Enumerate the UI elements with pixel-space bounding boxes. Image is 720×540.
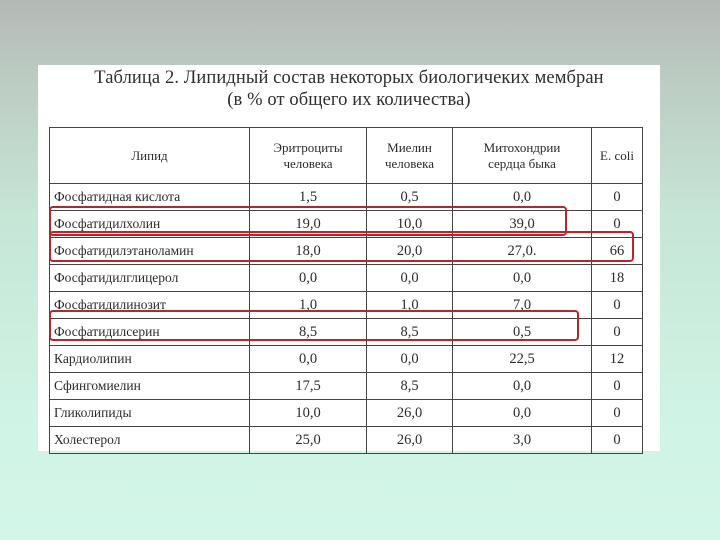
value-mitochondria: 0,0 xyxy=(453,400,592,427)
table-row xyxy=(50,184,643,211)
value-myelin: 26,0 xyxy=(367,427,453,454)
header-erythrocytes-line2: человека xyxy=(283,155,333,171)
header-lipid-label: Липид xyxy=(131,147,168,163)
table-row xyxy=(50,238,643,265)
header-mitochondria-line2: сердца быка xyxy=(488,155,556,171)
value-myelin: 0,0 xyxy=(367,265,453,292)
header-lipid xyxy=(50,128,250,184)
lipid-name: Фосфатидилсерин xyxy=(50,319,250,346)
header-ecoli xyxy=(592,128,643,184)
header-myelin xyxy=(367,128,453,184)
value-mitochondria: 0,5 xyxy=(453,319,592,346)
value-ecoli: 0 xyxy=(592,292,643,319)
lipid-name: Фосфатидилглицерол xyxy=(50,265,250,292)
value-erythrocytes: 19,0 xyxy=(250,211,367,238)
value-mitochondria: 0,0 xyxy=(453,373,592,400)
table-title: Таблица 2. Липидный состав некоторых биологичеких мембран xyxy=(94,68,604,88)
value-mitochondria: 39,0 xyxy=(453,211,592,238)
value-erythrocytes: 25,0 xyxy=(250,427,367,454)
table-row xyxy=(50,292,643,319)
table-row xyxy=(50,400,643,427)
table-row xyxy=(50,373,643,400)
value-ecoli: 66 xyxy=(592,238,643,265)
value-erythrocytes: 10,0 xyxy=(250,400,367,427)
value-ecoli: 0 xyxy=(592,373,643,400)
value-ecoli: 0 xyxy=(592,427,643,454)
header-row xyxy=(50,128,643,184)
value-myelin: 0,5 xyxy=(367,184,453,211)
value-myelin: 10,0 xyxy=(367,211,453,238)
slide-panel xyxy=(38,65,660,451)
value-erythrocytes: 1,0 xyxy=(250,292,367,319)
value-mitochondria: 3,0 xyxy=(453,427,592,454)
value-myelin: 8,5 xyxy=(367,373,453,400)
lipid-name: Фосфатидная кислота xyxy=(50,184,250,211)
value-erythrocytes: 1,5 xyxy=(250,184,367,211)
header-myelin-line1: Миелин xyxy=(387,139,432,155)
value-mitochondria: 0,0 xyxy=(453,265,592,292)
header-erythrocytes xyxy=(250,128,367,184)
header-erythrocytes-line1: Эритроциты xyxy=(273,139,343,155)
lipid-composition-table xyxy=(49,127,643,454)
lipid-name: Фосфатидилинозит xyxy=(50,292,250,319)
value-mitochondria: 22,5 xyxy=(453,346,592,373)
table-row xyxy=(50,211,643,238)
header-mitochondria-line1: Митохондрии xyxy=(483,139,561,155)
value-ecoli: 0 xyxy=(592,184,643,211)
header-myelin-line2: человека xyxy=(384,155,435,171)
table-row xyxy=(50,346,643,373)
value-erythrocytes: 0,0 xyxy=(250,346,367,373)
value-myelin: 20,0 xyxy=(367,238,453,265)
lipid-name: Фосфатидилэтаноламин xyxy=(50,238,250,265)
table-row xyxy=(50,319,643,346)
value-erythrocytes: 0,0 xyxy=(250,265,367,292)
table-row xyxy=(50,265,643,292)
header-ecoli-label: E. coli xyxy=(600,147,634,163)
table-subtitle: (в % от общего их количества) xyxy=(227,90,471,110)
value-myelin: 0,0 xyxy=(367,346,453,373)
value-erythrocytes: 17,5 xyxy=(250,373,367,400)
lipid-name: Холестерол xyxy=(50,427,250,454)
value-erythrocytes: 8,5 xyxy=(250,319,367,346)
value-ecoli: 18 xyxy=(592,265,643,292)
value-ecoli: 0 xyxy=(592,211,643,238)
table-row xyxy=(50,427,643,454)
value-mitochondria: 27,0. xyxy=(453,238,592,265)
value-ecoli: 12 xyxy=(592,346,643,373)
value-myelin: 8,5 xyxy=(367,319,453,346)
header-mitochondria xyxy=(453,128,592,184)
lipid-name: Гликолипиды xyxy=(50,400,250,427)
lipid-name: Кардиолипин xyxy=(50,346,250,373)
value-myelin: 1,0 xyxy=(367,292,453,319)
value-mitochondria: 7,0 xyxy=(453,292,592,319)
value-erythrocytes: 18,0 xyxy=(250,238,367,265)
value-mitochondria: 0,0 xyxy=(453,184,592,211)
lipid-name: Фосфатидилхолин xyxy=(50,211,250,238)
lipid-name: Сфингомиелин xyxy=(50,373,250,400)
value-myelin: 26,0 xyxy=(367,400,453,427)
value-ecoli: 0 xyxy=(592,400,643,427)
value-ecoli: 0 xyxy=(592,319,643,346)
